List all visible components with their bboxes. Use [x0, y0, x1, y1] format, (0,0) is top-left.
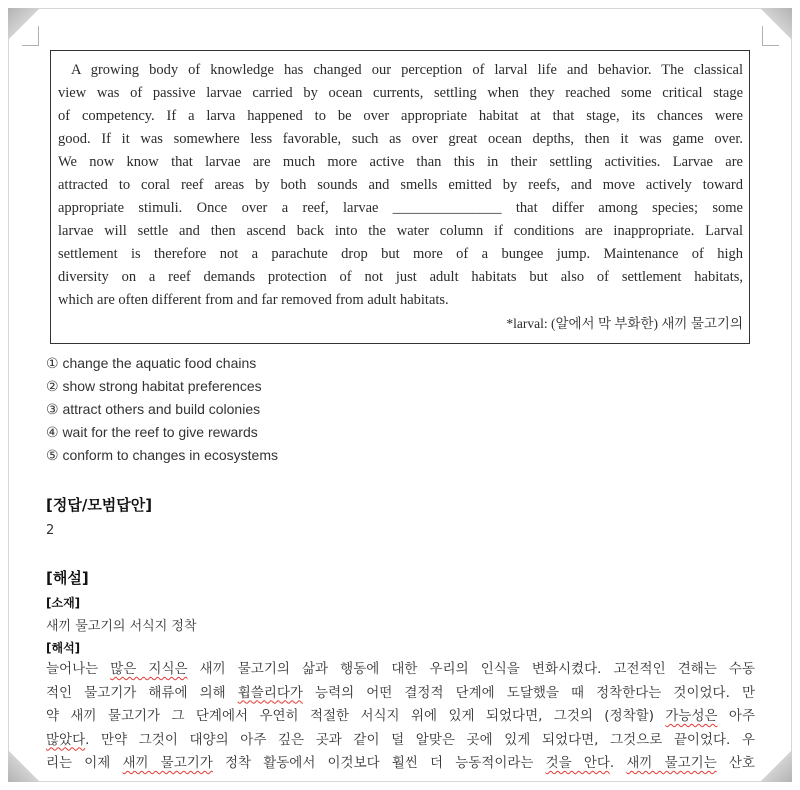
spellcheck-flagged-text: 가능성은: [665, 708, 718, 724]
spellcheck-flagged-text: 새끼 물고기는: [626, 755, 717, 771]
translation-line: [46, 752, 755, 776]
margin-guide-top-left-horizontal: [22, 45, 39, 46]
answer-choices: [46, 352, 566, 467]
spellcheck-flagged-text: 새끼 물고기가: [122, 755, 213, 771]
topic-heading: [소재]: [46, 596, 81, 610]
translation-text: . 만약 그것이 대양의 아주 깊은 곳과 같이 덜 알맞은 곳에 있게 되었다면, 그것으로 끝이었다. 우: [85, 731, 755, 748]
spellcheck-flagged-text: 많은 지식은: [110, 661, 188, 677]
translation-text: 정착 활동에서 이것보다 훨씬 더 능동적이라는: [212, 755, 546, 771]
choice-3: ③ attract others and build colonies: [46, 401, 261, 417]
translation-text: 아주: [717, 708, 755, 724]
passage-line: We now know that larvae are much more active than this in their settling activities. Larvae are: [58, 154, 743, 170]
translation-heading: [해석]: [46, 641, 81, 655]
choice-2: ② show strong habitat preferences: [46, 378, 262, 394]
translation-line: [46, 682, 755, 706]
translation-text: 능력의 어떤 결정적 단계에 도달했을 때 정착한다는 것이었다. 만: [302, 684, 755, 701]
answer-value: 2: [46, 523, 55, 538]
passage-box: [50, 50, 750, 344]
translation-line: [46, 729, 755, 753]
margin-guide-top-left-vertical: [38, 26, 39, 46]
answer-heading: [정답/모범답안]: [46, 496, 153, 514]
passage-line-with-blank: appropriate stimuli. Once over a reef, larvae _______________ that differ among species; some: [58, 200, 743, 216]
choice-4: ④ wait for the reef to give rewards: [46, 424, 258, 440]
translation-text: .: [609, 755, 627, 771]
margin-guide-top-right-horizontal: [762, 45, 779, 46]
passage-line: diversity on a reef demands protection of not just adult habitats but also of settlement habitats,: [58, 269, 743, 285]
translation-text: 새끼 물고기의 삶과 행동에 대한 우리의 인식을 변화시켰다. 고전적인 견해는 수동: [187, 661, 755, 677]
passage-line: settlement is therefore not a parachute drop but more of a bungee jump. Maintenance of high: [58, 246, 743, 262]
margin-guide-top-right-vertical: [762, 26, 763, 46]
passage-line: view was of passive larvae carried by ocean currents, settling when they reached some critical stage: [58, 85, 743, 101]
translation-body: [46, 658, 755, 776]
spellcheck-flagged-text: 많았다: [46, 731, 86, 748]
passage-line: of competency. If a larva happened to be over appropriate habitat at that stage, its chances were: [58, 108, 743, 124]
translation-line: [46, 705, 755, 729]
spellcheck-flagged-text: 휩쓸리다가: [237, 684, 303, 701]
passage-footnote: *larval: (알에서 막 부화한) 새끼 물고기의: [506, 316, 743, 331]
translation-text: 늘어나는: [46, 661, 111, 677]
translation-text: 리는 이제: [46, 755, 123, 771]
translation-line: [46, 658, 755, 682]
passage-line: which are often different from and far removed from adult habitats.: [58, 292, 449, 308]
passage-line: A growing body of knowledge has changed our perception of larval life and behavior. The classical: [71, 62, 743, 78]
passage-line: good. If it was somewhere less favorable, such as over great ocean depths, then it was game over.: [58, 131, 743, 147]
choice-1: ① change the aquatic food chains: [46, 355, 257, 371]
passage-line: larvae will settle and then ascend back into the water column if conditions are inappropriate. Larval: [58, 223, 743, 239]
choice-5: ⑤ conform to changes in ecosystems: [46, 447, 278, 463]
spellcheck-flagged-text: 것을 안다: [545, 755, 610, 771]
translation-text: 약 새끼 물고기가 그 단계에서 우연히 적절한 서식지 위에 있게 되었다면, 그것의 (정착할): [46, 708, 666, 724]
translation-text: 산호: [716, 755, 755, 771]
translation-text: 적인 물고기가 해류에 의해: [46, 684, 238, 701]
explanation-heading: [해설]: [46, 569, 89, 587]
passage-line: attracted to coral reef areas by both sounds and smells emitted by reefs, and move actively toward: [58, 177, 743, 193]
topic-text: 새끼 물고기의 서식지 정착: [46, 619, 197, 634]
